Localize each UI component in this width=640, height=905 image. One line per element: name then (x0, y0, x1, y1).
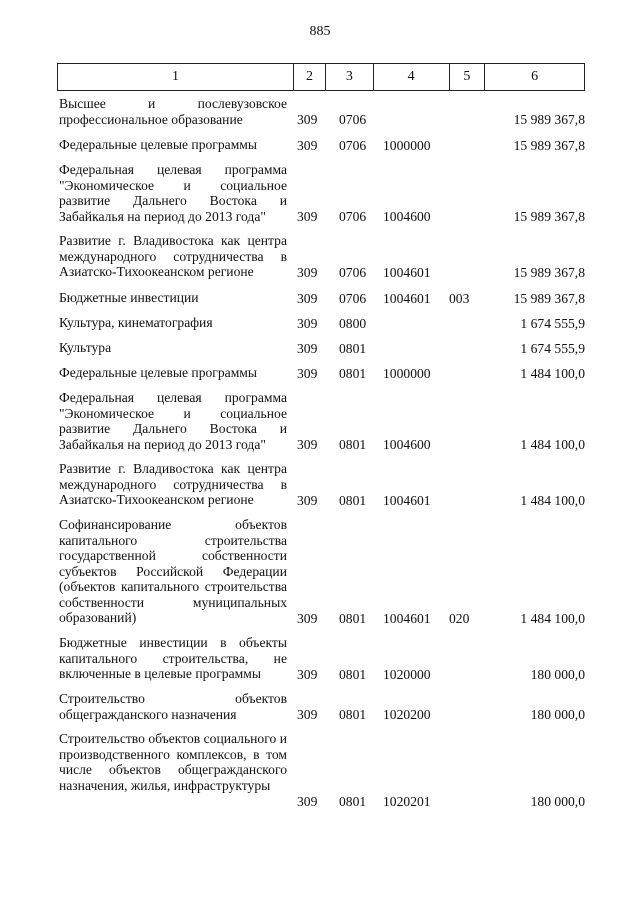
row-col-2: 309 (297, 315, 318, 331)
table-row (57, 233, 585, 280)
row-name: Культура, кинематография (59, 315, 213, 330)
row-col-4: 1004601 (383, 492, 431, 508)
header-col-1: 1 (172, 69, 180, 84)
row-col-6: 15 989 367,8 (513, 264, 585, 280)
row-col-5: 020 (449, 610, 470, 626)
table-row (57, 162, 585, 224)
row-col-3: 0801 (339, 610, 367, 626)
row-col-3: 0706 (339, 264, 367, 280)
row-col-6: 15 989 367,8 (513, 111, 585, 127)
row-col-2: 309 (297, 208, 318, 224)
header-col-5: 5 (449, 64, 485, 90)
row-col-6: 1 484 100,0 (520, 436, 585, 452)
table-row (57, 315, 585, 331)
table-header (57, 63, 585, 91)
row-name: Бюджетные инвестиции в объекты капитального строительства, не включенные в целевые программы (59, 635, 287, 681)
row-col-2: 309 (297, 137, 318, 153)
row-name: Строительство объектов общегражданского назначения (59, 691, 287, 722)
row-col-6: 15 989 367,8 (513, 137, 585, 153)
table-row (57, 390, 585, 452)
row-col-4: 1000000 (383, 365, 431, 381)
row-name: Федеральная целевая программа "Экономическое и социальное развитие Дальнего Востока и Забайкалья на период до 2013 года" (59, 162, 287, 224)
header-col-3: 3 (325, 64, 373, 90)
row-col-3: 0800 (339, 315, 367, 331)
row-col-6: 1 484 100,0 (520, 610, 585, 626)
row-col-6: 15 989 367,8 (513, 208, 585, 224)
row-col-2: 309 (297, 365, 318, 381)
row-col-4: 1020000 (383, 666, 431, 682)
table-row (57, 461, 585, 508)
row-col-6: 15 989 367,8 (513, 290, 585, 306)
row-name: Высшее и послевузовское профессиональное образование (59, 96, 287, 127)
row-col-6: 180 000,0 (530, 666, 585, 682)
row-col-6: 180 000,0 (530, 706, 585, 722)
header-col-6: 6 (484, 64, 584, 90)
row-name: Софинансирование объектов капитального строительства государственной собственности субъектов Российской Федерации (объектов капитального строительства собственности муниципальных образований) (59, 517, 287, 625)
row-col-3: 0801 (339, 340, 367, 356)
row-col-4: 1020200 (383, 706, 431, 722)
row-col-3: 0706 (339, 111, 367, 127)
row-col-3: 0706 (339, 290, 367, 306)
row-col-5: 003 (449, 290, 470, 306)
row-col-3: 0706 (339, 137, 367, 153)
row-col-4: 1000000 (383, 137, 431, 153)
row-col-4: 1020201 (383, 793, 431, 809)
row-col-2: 309 (297, 436, 318, 452)
row-col-4: 1004601 (383, 610, 431, 626)
row-col-2: 309 (297, 264, 318, 280)
row-col-6: 1 674 555,9 (520, 315, 585, 331)
row-col-6: 1 484 100,0 (520, 365, 585, 381)
row-col-2: 309 (297, 290, 318, 306)
row-col-2: 309 (297, 111, 318, 127)
table-row (57, 365, 585, 381)
table-row (57, 137, 585, 153)
table-row (57, 290, 585, 306)
header-col-4: 4 (373, 64, 449, 90)
table-row (57, 635, 585, 682)
row-col-2: 309 (297, 666, 318, 682)
row-col-4: 1004601 (383, 264, 431, 280)
row-col-6: 1 484 100,0 (520, 492, 585, 508)
row-name: Строительство объектов социального и производственного комплексов, в том числе объектов общегражданского назначения, жилья, инфраструктуры (59, 731, 287, 793)
row-col-6: 180 000,0 (530, 793, 585, 809)
row-col-2: 309 (297, 340, 318, 356)
row-col-4: 1004600 (383, 208, 431, 224)
row-name: Федеральные целевые программы (59, 365, 258, 380)
row-col-2: 309 (297, 492, 318, 508)
table-row (57, 96, 585, 127)
page-number: 885 (309, 24, 331, 39)
row-name: Бюджетные инвестиции (59, 290, 199, 305)
table-row (57, 691, 585, 722)
row-name: Культура (59, 340, 112, 355)
row-name: Федеральные целевые программы (59, 137, 258, 152)
row-col-2: 309 (297, 793, 318, 809)
row-col-6: 1 674 555,9 (520, 340, 585, 356)
row-name: Развитие г. Владивостока как центра международного сотрудничества в Азиатско-Тихоокеанском регионе (59, 233, 287, 279)
row-col-3: 0706 (339, 208, 367, 224)
row-col-3: 0801 (339, 793, 367, 809)
row-col-4: 1004601 (383, 290, 431, 306)
row-col-4: 1004600 (383, 436, 431, 452)
row-col-2: 309 (297, 706, 318, 722)
table-row (57, 731, 585, 809)
row-col-3: 0801 (339, 666, 367, 682)
table-row (57, 340, 585, 356)
row-col-3: 0801 (339, 365, 367, 381)
row-col-2: 309 (297, 610, 318, 626)
row-col-3: 0801 (339, 706, 367, 722)
row-col-3: 0801 (339, 436, 367, 452)
row-col-3: 0801 (339, 492, 367, 508)
row-name: Федеральная целевая программа "Экономическое и социальное развитие Дальнего Востока и Забайкалья на период до 2013 года" (59, 390, 287, 452)
header-col-2: 2 (293, 64, 325, 90)
table-row (57, 517, 585, 626)
row-name: Развитие г. Владивостока как центра международного сотрудничества в Азиатско-Тихоокеанском регионе (59, 461, 287, 507)
